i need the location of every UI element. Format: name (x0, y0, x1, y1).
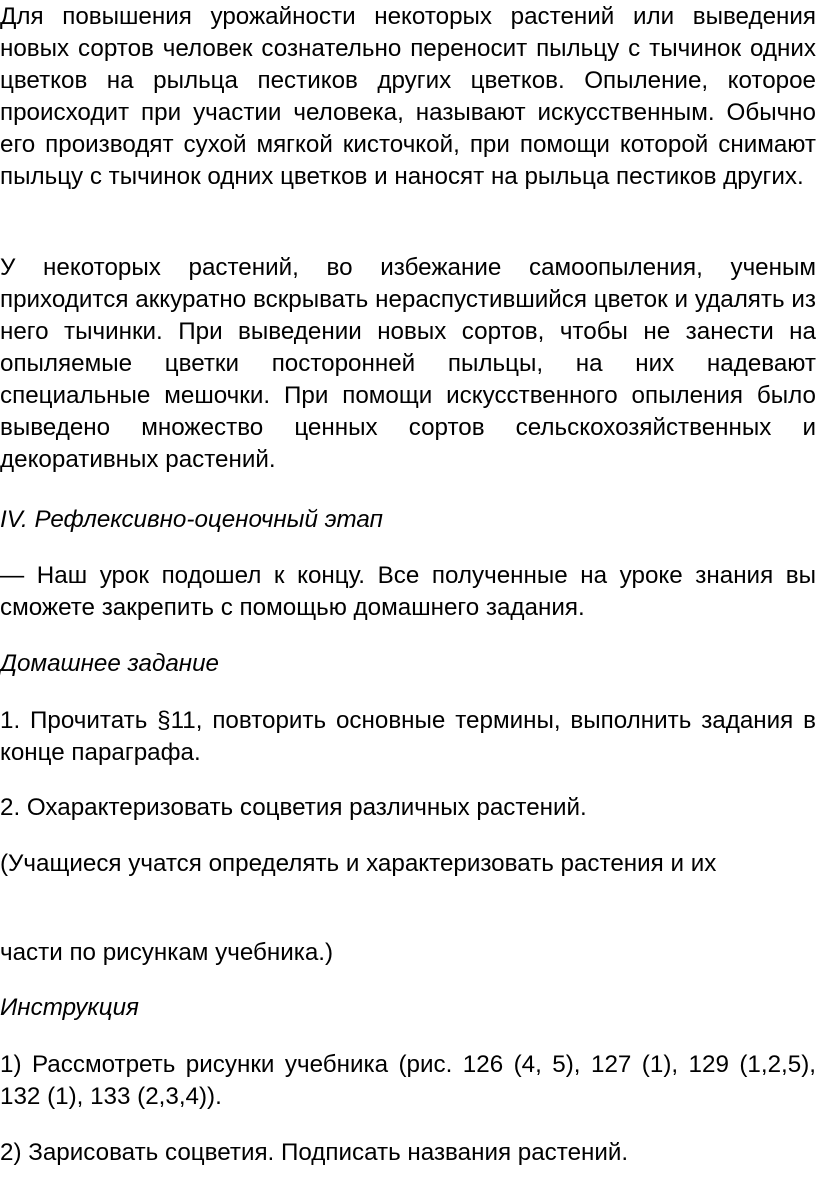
section-heading-instruction: Инструкция (0, 994, 139, 1021)
instruction-item-1: 1) Рассмотреть рисунки учебника (рис. 126 (4, 5), 127 (1), 129 (1,2,5), 132 (1), 133 (2,3,4)). (0, 1051, 816, 1110)
instruction-item-2: 2) Зарисовать соцветия. Подписать названия растений. (0, 1139, 629, 1166)
paragraph-artificial-pollination: Для повышения урожайности некоторых растений или выведения новых сортов человек сознательно переносит пыльцу с тычинок одних цветков на рыльца пестиков других цветков. Опыление, которое происходит при участии человека, называют искусственным. Обычно его производят сухой мягкой кисточкой, при помощи которой снимают пыльцу с тычинок одних цветков и наносят на рыльца пестиков других. (0, 3, 816, 190)
homework-item-2: 2. Охарактеризовать соцветия различных растений. (0, 794, 587, 821)
paragraph-students-activity: (Учащиеся учатся определять и характеризовать растения и их (0, 850, 717, 877)
paragraph-lesson-conclusion: — Наш урок подошел к концу. Все полученные на уроке знания вы сможете закрепить с помощью домашнего задания. (0, 562, 816, 621)
section-heading-homework: Домашнее задание (0, 650, 219, 677)
homework-item-1: 1. Прочитать §11, повторить основные термины, выполнить задания в конце параграфа. (0, 707, 816, 766)
paragraph-self-pollination-prevention: У некоторых растений, во избежание самоопыления, ученым приходится аккуратно вскрывать нераспустившийся цветок и удалять из него тычинки. При выведении новых сортов, чтобы не занести на опыляемые цветки посторонней пыльцы, на них надевают специальные мешочки. При помощи искусственного опыления было выведено множество ценных сортов сельскохозяйственных и декоративных растений. (0, 254, 816, 473)
paragraph-students-activity-continued: части по рисункам учебника.) (0, 939, 334, 966)
section-heading-reflection-stage: IV. Рефлексивно-оценочный этап (0, 506, 383, 533)
